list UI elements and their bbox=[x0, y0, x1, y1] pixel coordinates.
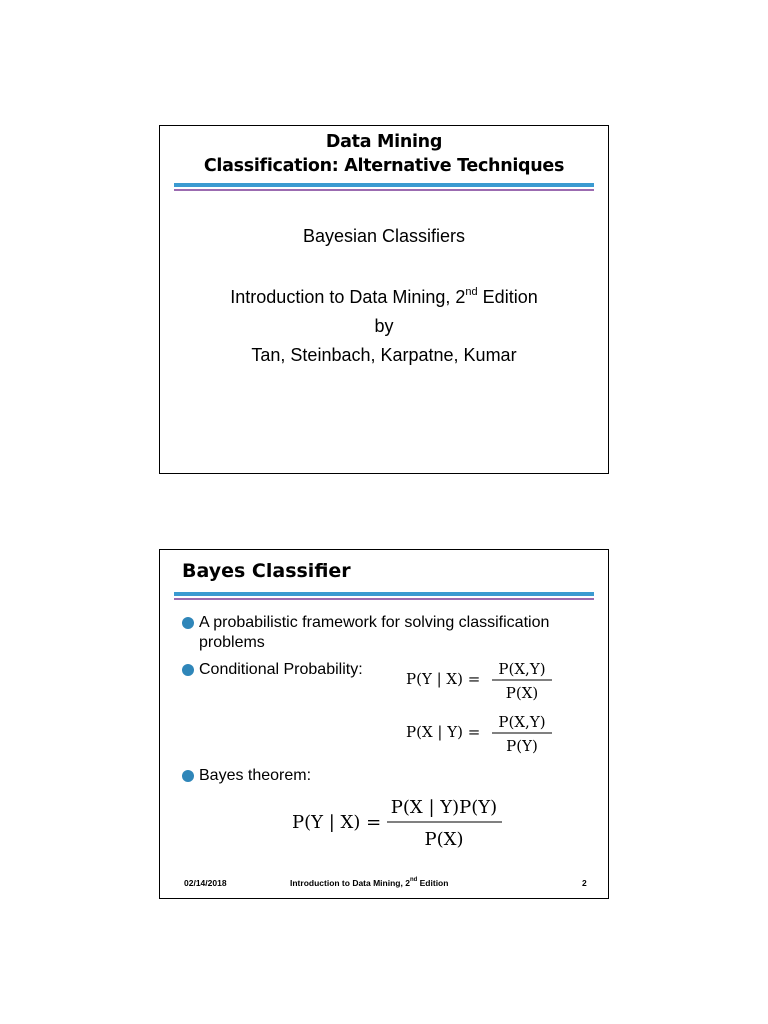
title-rule bbox=[174, 183, 594, 191]
formula-svg bbox=[406, 654, 566, 706]
title-slide bbox=[159, 125, 609, 474]
formula-lhs: P(X | Y) = bbox=[406, 723, 481, 741]
footer-center-suffix: Edition bbox=[417, 878, 449, 888]
bullet-text-line2: problems bbox=[199, 634, 265, 651]
subtitle: Bayesian Classifiers bbox=[302, 226, 466, 246]
title-line-1: Data Mining bbox=[325, 132, 443, 152]
bayes-classifier-slide bbox=[159, 549, 609, 899]
formula-lhs: P(Y | X) = bbox=[406, 670, 481, 688]
blue-rule bbox=[174, 183, 594, 187]
blue-rule bbox=[174, 592, 594, 596]
purple-rule bbox=[174, 598, 594, 600]
formula-conditional-xy bbox=[406, 707, 566, 759]
formula-numerator: P(X,Y) bbox=[498, 713, 546, 731]
formula-denominator: P(Y) bbox=[506, 737, 538, 755]
title-line-2: Classification: Alternative Techniques bbox=[203, 156, 565, 176]
formula-conditional-yx bbox=[406, 654, 566, 706]
title-rule bbox=[174, 592, 594, 600]
book-title-sup: nd bbox=[465, 286, 478, 298]
bullet-text: Bayes theorem: bbox=[199, 767, 312, 784]
formula-numerator: P(X,Y) bbox=[498, 660, 546, 678]
bullet-text: Conditional Probability: bbox=[199, 661, 363, 678]
authors: Tan, Steinbach, Karpatne, Kumar bbox=[251, 345, 517, 365]
formula-svg bbox=[292, 792, 512, 854]
bullet-text-line1: A probabilistic framework for solving classification bbox=[199, 614, 550, 631]
slide-title: Bayes Classifier bbox=[182, 560, 351, 582]
formula-numerator: P(X | Y)P(Y) bbox=[390, 797, 498, 818]
book-title-prefix: Introduction to Data Mining, 2 bbox=[230, 287, 466, 307]
book-title bbox=[160, 287, 608, 308]
by-text: by bbox=[374, 316, 394, 336]
bullet-dot-icon bbox=[182, 770, 194, 782]
formula-lhs: P(Y | X) = bbox=[292, 812, 382, 833]
bullet-dot-icon bbox=[182, 617, 194, 629]
formula-denominator: P(X) bbox=[424, 829, 464, 850]
footer-page-number: 2 bbox=[582, 878, 587, 888]
purple-rule bbox=[174, 189, 594, 191]
footer-date: 02/14/2018 bbox=[184, 878, 227, 888]
formula-svg bbox=[406, 707, 566, 759]
formula-denominator: P(X) bbox=[505, 684, 539, 702]
slide-title bbox=[160, 130, 608, 178]
footer-center-sup: nd bbox=[409, 877, 418, 884]
footer-center bbox=[290, 878, 448, 888]
footer-center-prefix: Introduction to Data Mining, 2 bbox=[290, 878, 410, 888]
formula-bayes-theorem bbox=[292, 792, 512, 854]
book-title-suffix: Edition bbox=[477, 287, 538, 307]
bullet-dot-icon bbox=[182, 664, 194, 676]
